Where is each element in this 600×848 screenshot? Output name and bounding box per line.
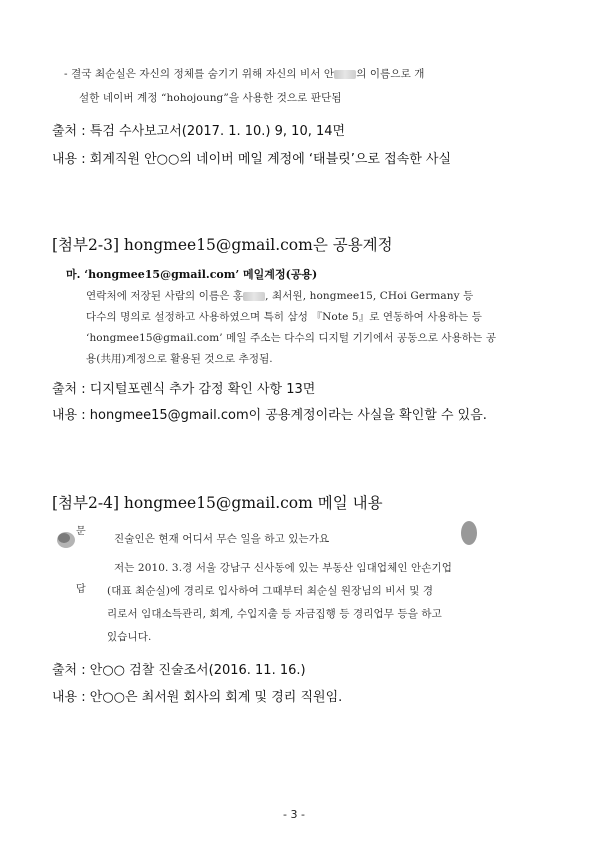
para-line-3: ‘hongmee15@gmail.com’ 메일 주소는 다수의 디지털 기기에서 공동으로 사용하는 공	[86, 332, 497, 344]
question-mark-label: 문	[76, 526, 86, 537]
para-line-1	[86, 288, 473, 303]
answer-line-3: 리로서 임대소득관리, 회계, 수입지출 등 자금집행 등 경리업무 등을 하고	[107, 608, 442, 620]
source-line-3: 출처 : 안○○ 검찰 진술조서(2016. 11. 16.)	[52, 663, 306, 678]
para-line-4: 용(共用)계정으로 활용된 것으로 추정됨.	[86, 353, 273, 365]
content-line-2: 내용 : hongmee15@gmail.com이 공용계정이라는 사실을 확인할 수 있음.	[52, 408, 487, 423]
content-line-1: 내용 : 회계직원 안○○의 네이버 메일 계정에 ‘태블릿’으로 접속한 사실	[52, 152, 452, 167]
seal-mark-right	[458, 518, 480, 548]
redaction-mark	[334, 70, 356, 79]
answer-mark-label: 답	[76, 584, 86, 595]
source-line-1: 출처 : 특검 수사보고서(2017. 1. 10.) 9, 10, 14면	[52, 124, 346, 139]
attachment-2-3-heading: [첨부2-3] hongmee15@gmail.com은 공용계정	[52, 236, 393, 254]
bullet-line-1	[64, 66, 425, 81]
source-line-2: 출처 : 디지털포렌식 추가 감정 확인 사항 13면	[52, 382, 316, 397]
attachment-2-3-subheading: 마. ‘hongmee15@gmail.com’ 메일계정(공용)	[66, 268, 318, 281]
bullet-line-2: 설한 네이버 계정 “hohojoung”을 사용한 것으로 판단됨	[79, 92, 342, 104]
para-line-1-b: , 최서원, hongmee15, CHoi Germany 등	[265, 290, 474, 302]
question-text: 진술인은 현재 어디서 무슨 일을 하고 있는가요	[114, 533, 330, 545]
attachment-2-4-heading: [첨부2-4] hongmee15@gmail.com 메일 내용	[52, 494, 383, 512]
page-number: - 3 -	[283, 808, 305, 821]
bullet-line-1-text: - 결국 최순실은 자신의 정체를 숨기기 위해 자신의 비서 안	[64, 68, 335, 80]
content-line-3: 내용 : 안○○은 최서원 회사의 회계 및 경리 직원임.	[52, 690, 343, 705]
answer-line-4: 있습니다.	[107, 631, 152, 643]
para-line-2: 다수의 명의로 설정하고 사용하였으며 특히 삼성 『Note 5』로 연동하여 사용하는 등	[86, 311, 482, 323]
bullet-line-1-tail: 의 이름으로 개	[356, 68, 425, 80]
redaction-mark	[243, 292, 265, 301]
answer-line-1: 저는 2010. 3.경 서울 강남구 신사동에 있는 부동산 임대업체인 안손기업	[114, 562, 453, 574]
answer-line-2: (대표 최순실)에 경리로 입사하여 그때부터 최순실 원장님의 비서 및 경	[107, 585, 434, 597]
para-line-1-a: 연락처에 저장된 사람의 이름은 홍	[86, 290, 244, 302]
